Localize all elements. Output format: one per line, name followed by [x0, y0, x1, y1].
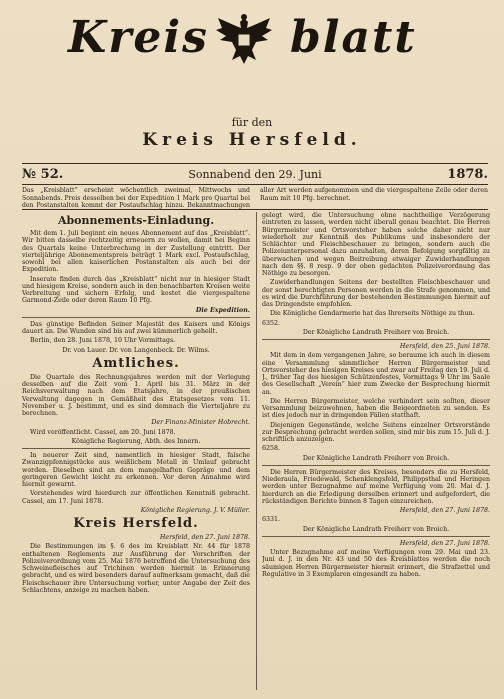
right-column — [262, 212, 490, 692]
subscription-notice: Das „Kreisblatt“ erscheint wöchentlich zweimal, Mittwochs und Sonnabends. Preis desselben bei der Expedition 1 Mark pro Quartal bei den Postanstalten kommt der Postaufschlag hinzu. Bekanntmachungen aller Art werden aufgenommen und die viergespaltene Zeile oder deren Raum mit 10 Pfg. berechnet. — [22, 187, 488, 210]
right-number-1: 6352. — [262, 319, 281, 327]
right-text-6: Diejenigen Gegenstände, welche Seitens einzelner Ortsvorstände zur Besprechung gebracht werden sollen, sind mir bis zum 15. Juli d. J. schriftlich anzuzeigen. — [262, 421, 490, 443]
right-text-3: Die Königliche Gendarmerie hat das Ihrerseits Nöthige zu thun. — [270, 310, 475, 318]
separator — [22, 448, 250, 449]
kaiser-bulletin: Das günstige Befinden Seiner Majestät des Kaisers und Königs dauert an. Die Wunden sind bis auf zwei kümmerlich geheilt. — [22, 320, 250, 335]
inserate-text: Inserate finden durch das „Kreisblatt“ nicht nur in hiesiger Stadt und hiesigem Kreise, sondern auch in den benachbarten Kreisen weite Verbreitung und sichern Erfolg, und kostet die viergespaltene Garmond-Zeile oder deren Raum 10 Pfg. — [22, 275, 250, 305]
kreis-text: Die Bestimmungen im §. 6 des im Kreisblatt Nr. 44 für 1878 enthaltenen Reglements zur Ausführung der Vorschriften der Polizeiverordnung vom 25. Mai 1876 betreffend die Untersuchung des Schweinefleisches auf Trichinen werden hiermit in Erinnerung gebracht, und es wird besonders darauf aufmerksam gemacht, daß die Fleischschauer ihre Untersuchung vorher, unter Angabe der Zeit des Schlachtens, anzeige zu machen haben. — [22, 543, 250, 594]
right-text-8: Unter Bezugnahme auf meine Verfügungen vom 29. Mai und 23. Juni d. J. in den Nr. 43 und 50 des Kreisblattes werden die noch säumigen Herren Bürgermeister hiermit erinnert, die Strafzettel und Regulative in 3 Exemplaren eingesandt zu haben. — [262, 549, 490, 578]
issue-number: № 52. — [22, 167, 64, 182]
amtliches-signature-1: Der Finanz-Minister Hobrecht. — [151, 419, 250, 427]
amtliches-text-2: Wird veröffentlicht. Cassel, am 20. Juni 1878. — [30, 428, 176, 436]
heading-amtliches: Amtliches. — [92, 355, 180, 371]
notice-rule — [22, 209, 488, 210]
kreis-date: Hersfeld, den 27. Juni 1878. — [159, 534, 250, 541]
dateline — [22, 166, 488, 184]
right-date-4: Hersfeld, den 27. Juni 1878. — [399, 539, 490, 547]
right-text-2: Zuwiderhandlungen Seitens der bestellten Fleischbeschauer und der sonst berechtigten Personen werden in die Strafe genommen, und es wird die Durchführung der bestehenden Bestimmungen hiermit auf das Dringendste empfohlen. — [262, 279, 490, 308]
issue-date: Sonnabend den 29. Juni — [188, 168, 322, 181]
masthead — [0, 0, 504, 100]
expedition-signature: Die Expedition. — [195, 306, 250, 314]
heading-kreis-hersfeld: Kreis Hersfeld. — [73, 516, 199, 531]
eagle-icon — [214, 12, 274, 68]
amtliches-signature-3: Königliche Regierung. J. V. Müller. — [140, 506, 250, 514]
abonnement-text: Mit dem 1. Juli beginnt ein neues Abonnement auf das „Kreisblatt“. Wir bitten dasselbe rechtzeitig erneuern zu wollen, damit bei Beginn des Quartals keine Unterbrechung in der Zustellung eintritt. Der vierteljährige Abonnementspreis beträgt 1 Mark excl. Postaufschlag, sowohl bei allen kaiserlichen Postanstalten als auch bei der Expedition. — [22, 230, 250, 274]
amtliches-text-3: In neuerer Zeit sind, namentlich in hiesiger Stadt, falsche Zwanzigpfennigstücke aus weißlichem Metall in Umlauf gebracht worden. Dieselben sind an dem mangelhaften Gepräge und dem geringeren Gewicht leicht zu erkennen. Vor deren Annahme wird hiermit gewarnt. — [22, 452, 250, 488]
masthead-for: für den — [231, 116, 273, 129]
dateline-rule — [22, 184, 488, 185]
masthead-word-right: blatt — [290, 12, 417, 63]
right-number-2: 6258. — [262, 445, 281, 453]
right-text-4: Mit dem in dem vergangenen Jahre, so beraume ich auch in diesem eine Versammlung sämmtlicher Herren Bürgermeister und Ortsvorsteher des hiesigen Kreises und zwar auf Freitag den 19. Juli d. J., früher Tag des hiesigen Schützenfestes, Vormittags 9 Uhr im Saale des Gesellschaft „Verein“ hier zum Zwecke der Besprechung hiermit an. — [262, 352, 490, 396]
issue-year: 1878. — [447, 167, 488, 182]
left-column — [22, 212, 250, 692]
column-divider — [256, 212, 257, 690]
right-number-3: 6331. — [262, 516, 281, 524]
right-text-1: gelegt wird, die Untersuchung ohne nachtheilige Verzögerung eintreten zu lassen, werden nicht überall genau beachtet. Die Herren Bürgermeister und Ortsvorsteher haben solche daher nicht nur wiederholt zur Kenntniß des Publikums und insbesondere der Schlächter und Fleischbeschauer zu bringen, sondern auch die Polizeiunterpersonal dazu anzuhalten, deren Befolgung sorgfältig zu überwachen und wegen Beitreibung etwaiger Zuwiderhandlungen nach den §§. 8 resp. 9 der oben gedachten Polizeiverordnung das Nöthige zu besorgen. — [262, 212, 490, 277]
kaiser-bulletin-doctors: Dr. von Lauer. Dr. von Langenbeck. Dr. Wilms. — [62, 346, 210, 354]
right-text-7: Die Herren Bürgermeister des Kreises, besonders die zu Hersfeld, Niederaula, Friedewald, Schenklengsfeld, Philippsthal und Heringen werden unter Bezugnahme auf meine Verfügung vom 20. Mai d. J. hierdurch an die Erledigung derselben erinnert und aufgefordert, die rückständigen Berichte binnen 8 Tagen einzureichen. — [262, 468, 490, 505]
separator — [262, 465, 490, 466]
amtliches-text-1: Die Quartale des Rechnungsjahres werden mit der Verlegung desselben auf die Zeit vom 1. April bis 31. März in der Reichsverwaltung nach dem Etatsjahre, in der preußischen Verwaltung dagegen in Gemäßheit des Etatsgesetzes vom 11. November u. J. bestimmt, und es sind demnach die Vierteljahre zu berechnen. — [22, 373, 250, 417]
landrath-signature-3: Der Königliche Landrath Freiherr von Broich. — [302, 525, 450, 533]
right-date-3: Hersfeld, den 27. Juni 1878. — [399, 507, 490, 514]
masthead-town: Kreis Hersfeld. — [142, 130, 362, 150]
amtliches-text-4: Vorstehendes wird hierdurch zur öffentlichen Kenntniß gebracht. Cassel, am 17. Juni 1878. — [22, 490, 250, 505]
top-rule — [22, 163, 488, 164]
separator — [262, 536, 490, 537]
separator — [262, 339, 490, 340]
heading-abonnement: Abonnements-Einladung. — [57, 214, 215, 227]
landrath-signature-1: Der Königliche Landrath Freiherr von Broich. — [302, 328, 450, 336]
amtliches-signature-2: Königliche Regierung, Abth. des Innern. — [71, 437, 201, 445]
landrath-signature-2: Der Königliche Landrath Freiherr von Broich. — [302, 454, 450, 462]
masthead-word-left: Kreis — [68, 12, 209, 63]
kaiser-bulletin-date: Berlin, den 28. Juni 1878, 10 Uhr Vormittags. — [30, 337, 176, 345]
separator — [22, 317, 250, 318]
right-date-2: Hersfeld, den 25. Juni 1878. — [399, 343, 490, 350]
right-text-5: Die Herren Bürgermeister, welche verhindert sein sollten, dieser Versammlung beizuwohnen, haben die Beigeordneten zu senden. Es ist dies jedoch nur in dringenden Fällen statthaft. — [262, 397, 490, 420]
